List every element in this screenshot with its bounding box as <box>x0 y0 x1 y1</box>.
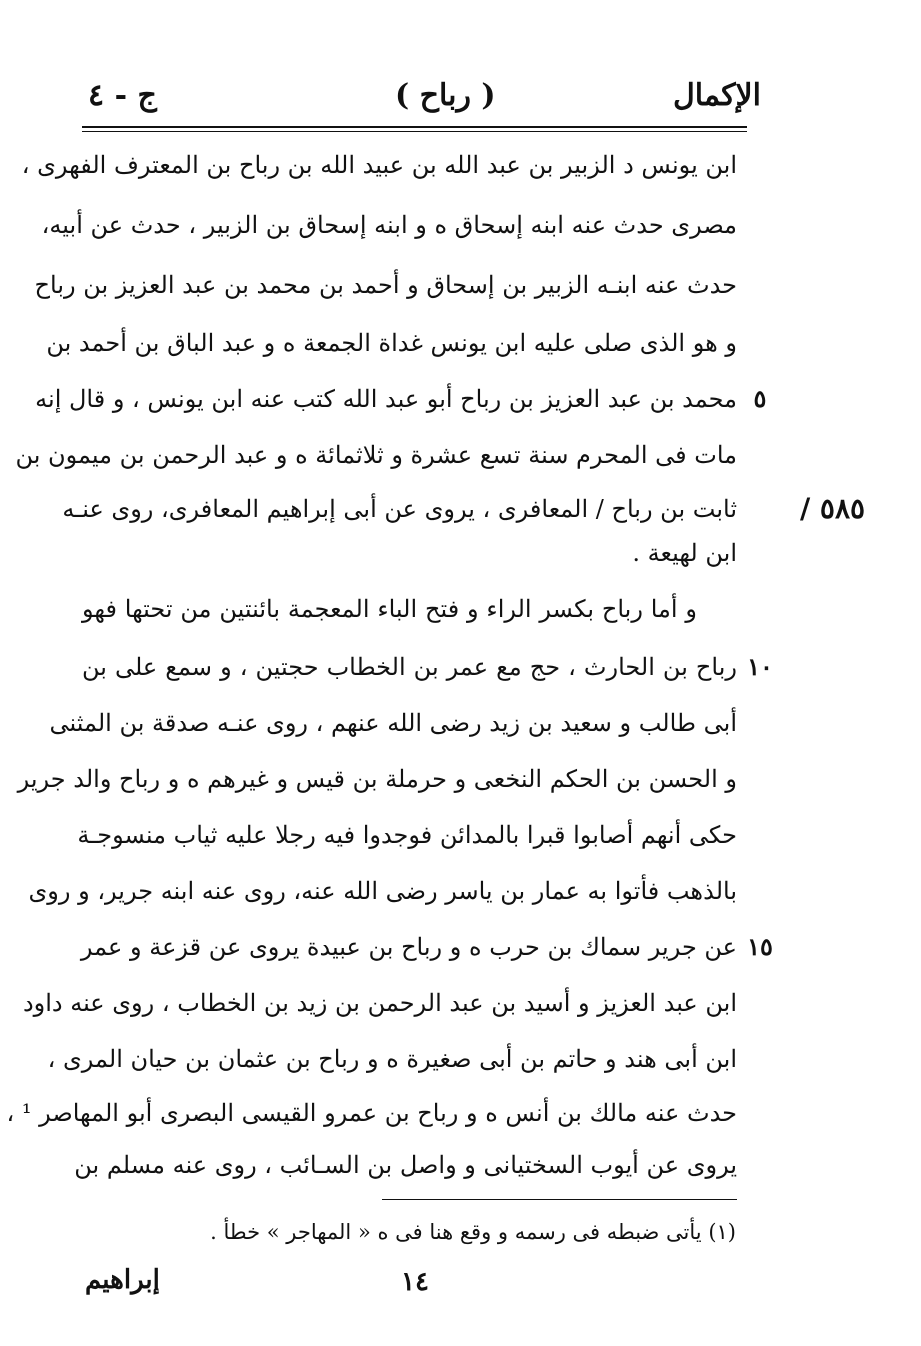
header-rule <box>82 126 747 128</box>
text-line: حكى أنهم أصابوا قبرا بالمدائن فوجدوا فيه رجلا عليه ثياب منسوجـة <box>77 821 737 849</box>
text-line: ابن أبى هند و حاتم بن أبى صغيرة ه و رباح بن عثمان بن حيان المرى ، <box>47 1045 737 1073</box>
text-line: بالذهب فأتوا به عمار بن ياسر رضى الله عنه، روى عنه ابنه جرير، و روى <box>28 877 737 905</box>
text-line: و هو الذى صلى عليه ابن يونس غداة الجمعة ه و عبد الباق بن أحمد بن <box>46 329 737 357</box>
text-line: عن جرير سماك بن حرب ه و رباح بن عبيدة يروى عن قزعة و عمر <box>80 933 737 961</box>
text-line: يروى عن أيوب السختيانى و واصل بن السـائب ، روى عنه مسلم بن <box>74 1151 737 1179</box>
book-title: الإكمال <box>672 78 761 113</box>
entry-title: ( رباح ) <box>395 78 496 113</box>
line-number: ١٠ <box>747 652 773 681</box>
text-line: مصرى حدث عنه ابنه إسحاق ه و ابنه إسحاق بن الزبير ، حدث عن أبيه، <box>41 211 737 239</box>
text-line: و الحسن بن الحكم النخعى و حرملة بن قيس و غيرهم ه و رباح والد جرير <box>17 765 737 793</box>
text-line: و أما رباح بكسر الراء و فتح الباء المعجمة بائنتين من تحتها فهو <box>82 595 697 623</box>
header-rule-thin <box>82 131 747 132</box>
text-line: ابن عبد العزيز و أسيد بن عبد الرحمن بن زيد بن الخطاب ، روى عنه داود <box>22 989 737 1017</box>
text-line: ابن يونس د الزبير بن عبد الله بن عبيد الله بن رباح بن المعترف الفهرى ، <box>21 151 737 179</box>
text-line: حدث عنه ابنـه الزبير بن إسحاق و أحمد بن محمد بن عبد العزيز بن رباح <box>34 271 737 299</box>
text-line: محمد بن عبد العزيز بن رباح أبو عبد الله كتب عنه ابن يونس ، و قال إنه <box>35 385 737 413</box>
footnote: (١) يأتى ضبطه فى رسمه و وقع هنا فى ه « المهاجر » خطأ . <box>210 1220 736 1244</box>
line-number: ٥ <box>753 384 767 413</box>
line-number: ١٥ <box>747 932 773 961</box>
text-line: ثابت بن رباح / المعافرى ، يروى عن أبى إبراهيم المعافرى، روى عنـه <box>62 495 737 523</box>
text-line: رباح بن الحارث ، حج مع عمر بن الخطاب حجتين ، و سمع على بن <box>82 653 737 681</box>
text-line: مات فى المحرم سنة تسع عشرة و ثلاثمائة ه و عبد الرحمن بن ميمون بن <box>15 441 737 469</box>
page-number: ١٤ <box>401 1267 429 1297</box>
text-line: حدث عنه مالك بن أنس ه و رباح بن عمرو القيسى البصرى أبو المهاصر ¹ ، <box>6 1099 737 1127</box>
catchword: إبراهيم <box>85 1265 160 1295</box>
footnote-rule <box>382 1199 737 1200</box>
text-line: ابن لهيعة . <box>632 539 737 567</box>
volume-label: ج - ٤ <box>88 78 157 113</box>
margin-page-marker: ٥٨٥ / <box>799 492 866 525</box>
text-line: أبى طالب و سعيد بن زيد رضى الله عنهم ، روى عنـه صدقة بن المثنى <box>49 709 737 737</box>
